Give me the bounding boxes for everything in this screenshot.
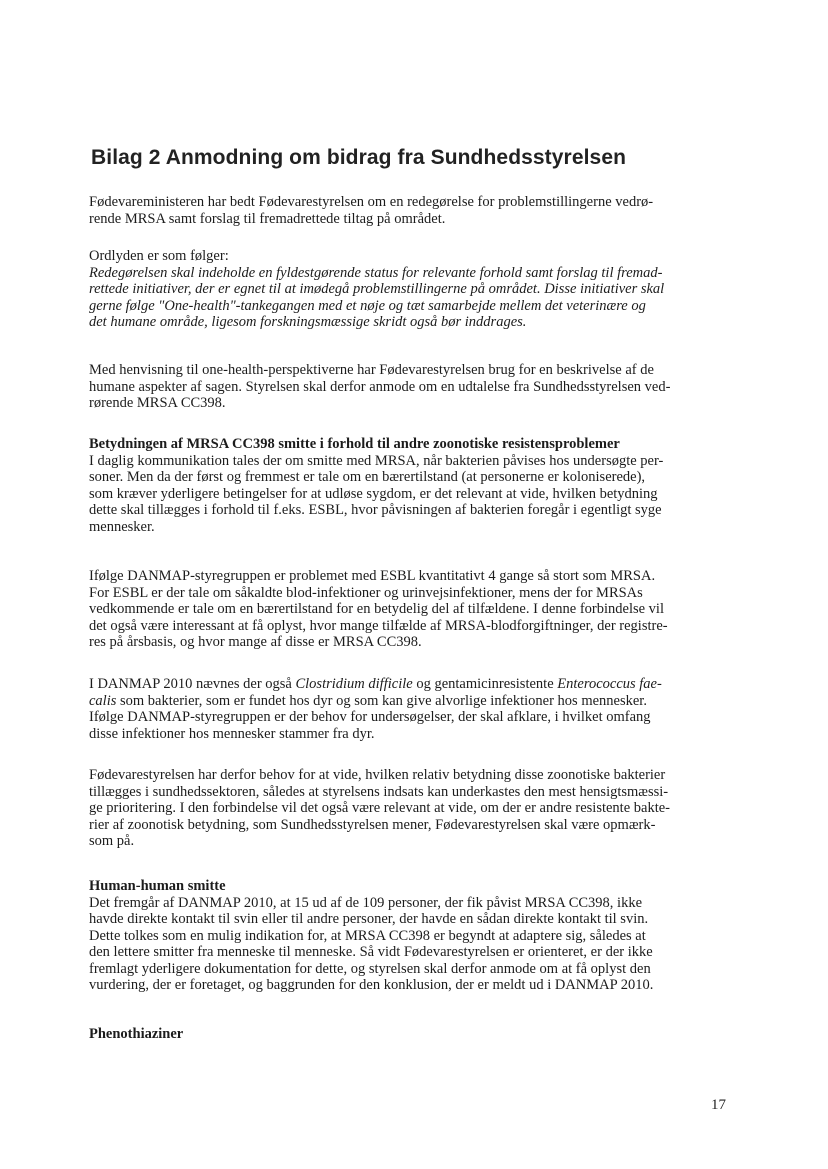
intro-paragraph (89, 194, 739, 227)
text-line: mennesker. (89, 518, 155, 535)
quote-line: rettede initiativer, der er egnet til at imødegå problemstillingerne på området. Disse initiativer skal (89, 281, 665, 297)
text-line: I daglig kommunikation tales der om smitte med MRSA, når bakterien påvises hos undersøgte per- (89, 452, 664, 469)
text-line: det også være interessant at få oplyst, hvor mange tilfælde af MRSA-blodforgiftninger, der registre- (89, 617, 668, 634)
text-line: som på. (89, 833, 135, 849)
page-title: Bilag 2 Anmodning om bidrag fra Sundhedsstyrelsen (91, 146, 627, 169)
text-line: disse infektioner hos mennesker stammer fra dyr. (89, 725, 375, 742)
text-line: soner. Men da der først og fremmest er tale om en bærertilstand (at personerne er koloniserede), (89, 469, 646, 485)
quote-line: gerne følge "One-health"-tankegangen med et nøje og tæt samarbejde mellem det veterinære og (89, 297, 646, 314)
one-health-paragraph (89, 362, 739, 412)
text-line: vedkommende er tale om en bærertilstand for en betydelig del af tilfældene. I denne forbindelse vil (89, 601, 664, 617)
text-line: I DANMAP 2010 nævnes der også Clostridium difficile og gentamicinresistente Enterococcus fae- (89, 676, 662, 692)
section-heading: Phenothiaziner (89, 1026, 184, 1042)
quote-line: det humane område, ligesom forskningsmæssige skridt også bør inddrages. (89, 314, 527, 330)
danmap-paragraph (89, 676, 739, 742)
text-line: den lettere smitter fra menneske til menneske. Så vidt Fødevarestyrelsen er orienteret, er der ikke (89, 944, 653, 960)
text-line: Med henvisning til one-health-perspektiverne har Fødevarestyrelsen brug for en beskrivelse af de (89, 362, 654, 378)
text-line: havde direkte kontakt til svin eller til andre personer, der havde en sådan direkte kontakt til svin. (89, 911, 649, 927)
priority-paragraph (89, 767, 739, 850)
text-line: dette skal tillægges i forhold til f.eks. ESBL, hvor påvisningen af bakterien foregår i egentligt syge (89, 502, 662, 518)
section-zoonotic (89, 436, 739, 535)
text-line: rier af zoonotisk betydning, som Sundhedsstyrelsen mener, Fødevarestyrelsen skal være opmærk- (89, 816, 656, 833)
text-line: res på årsbasis, og hvor mange af disse er MRSA CC398. (89, 634, 422, 650)
quote-intro: Ordlyden er som følger: (89, 248, 229, 264)
text-line: calis som bakterier, som er fundet hos dyr og som kan give alvorlige infektioner hos mennesker. (89, 692, 647, 709)
text-line: rende MRSA samt forslag til fremadrettede tiltag på området. (89, 210, 446, 227)
text-line: Fødevarestyrelsen har derfor behov for at vide, hvilken relativ betydning disse zoonotiske bakterier (89, 767, 666, 783)
section-heading: Human-human smitte (89, 878, 226, 894)
section-phenothiazines (89, 1026, 739, 1043)
text-line: tillægges i sundhedssektoren, således at styrelsens indsats kan underkastes den mest hensigtsmæssi- (89, 783, 669, 800)
text-line: Ifølge DANMAP-styregruppen er problemet med ESBL kvantitativt 4 gange så stort som MRSA. (89, 568, 656, 584)
text-line: Ifølge DANMAP-styregruppen er der behov for undersøgelser, der skal afklare, i hvilket omfang (89, 709, 651, 725)
section-heading: Betydningen af MRSA CC398 smitte i forhold til andre zoonotiske resistensproblemer (89, 436, 620, 452)
text-line: Fødevareministeren har bedt Fødevarestyrelsen om en redegørelse for problemstillingerne vedrø- (89, 194, 654, 210)
text-line: humane aspekter af sagen. Styrelsen skal derfor anmode om en udtalelse fra Sundhedsstyrelsen ved- (89, 378, 671, 395)
text-line: For ESBL er der tale om såkaldte blod-infektioner og urinvejsinfektioner, mens der for MRSAs (89, 584, 643, 601)
text-line: Dette tolkes som en mulig indikation for, at MRSA CC398 er begyndt at adaptere sig, således at (89, 927, 646, 944)
text-line: ge prioritering. I den forbindelse vil det også være relevant at vide, om der er andre resistente bakte- (89, 800, 670, 816)
esbl-paragraph (89, 568, 739, 651)
text-line: vurdering, der er foretaget, og baggrunden for den konklusion, der er meldt ud i DANMAP 2010. (89, 977, 654, 993)
quote-line: Redegørelsen skal indeholde en fyldestgørende status for relevante forhold samt forslag til fremad- (89, 264, 663, 281)
page-number: 17 (711, 1097, 726, 1113)
text-line: Det fremgår af DANMAP 2010, at 15 ud af de 109 personer, der fik påvist MRSA CC398, ikke (89, 894, 643, 911)
text-line: som kræver yderligere betingelser for at udløse sygdom, er det relevant at vide, hvilken betydning (89, 485, 658, 502)
text-line: rørende MRSA CC398. (89, 395, 226, 411)
quote-section (89, 248, 739, 331)
section-human-human (89, 878, 739, 994)
text-line: fremlagt yderligere dokumentation for dette, og styrelsen skal derfor anmode om at få oplyst den (89, 960, 651, 977)
